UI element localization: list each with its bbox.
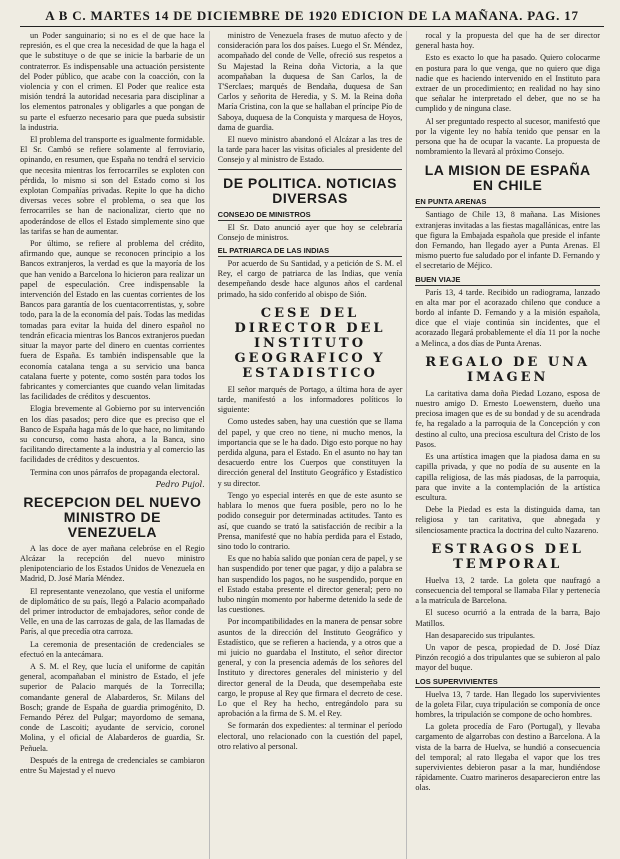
columns: [20, 31, 604, 859]
paragraph: El señor marqués de Portago, a última hora de ayer tarde, manifestó a los informadores políticos lo siguiente:: [217, 384, 403, 415]
headline-regalo: REGALO DE UNA IMAGEN: [425, 354, 591, 385]
paragraph: Por último, se refiere al problema del crédito, afirmando que, aunque se reconocen principio a los Bancos extranjeros, la verdad es que la mayoría de los que han venido a Barcelona lo hicieron para realizar un papel de especulación. Cree indispensable la intervención del Estado en las cuentas corrientes de los Bancos para garantía de los cuentacorrentistas, y, sobre todo, para la de la economía del país. Todas las medidas tomadas para evitar la huida del dinero español no tendrán eficacia mientras los Bancos extranjeros puedan situar la mayor parte del dinero en cuentas corrientes fuera de España. Es también indispensable que la economía catalana tenga a su servicio una banca catalana fuerte y potente, como sostén para todos los fabricantes y comerciantes que cuando velan limitadas las facilidades de créditos y descuentos.: [20, 239, 205, 402]
paragraph: Santiago de Chile 13, 8 mañana. Las Misiones extranjeras invitadas a las fiestas magallánicas, entre las que figura la Embajada española que preside el infante don Fernando, han llegado ayer a Punta Arenas. El mismo puerto fue saludado por el infante D. Fernando y el secretario de Méjico.: [415, 210, 601, 271]
paragraph: Tengo yo especial interés en que de este asunto se hablara lo menos que fuera posible, pero no lo he podido conseguir por determinadas actitudes. Tanto es así, que cuando se trató la satisfacción de recibir a la Prensa, manifesté que no había perdida para el Estado, sino todo lo contrario.: [217, 490, 403, 551]
headline-mision: LA MISION DE ESPAÑA EN CHILE: [424, 162, 591, 194]
paragraph: La ceremonia de presentación de credenciales se efectuó en la antecámara.: [20, 639, 205, 659]
headline-politica: DE POLITICA. NOTICIAS DIVERSAS: [223, 174, 397, 206]
paragraph: La goleta procedía de Faro (Portugal), y llevaba cargamento de algarrobas con destino a Barcelona. A la vista de la barra de Huelva, se hundió a consecuencia del temporal; al rato llegaba el vapor que los tres supervivientes debieron pasar a la mar, hundiéndose rápidamente. Cuatro marineros desaparecieron entre las olas.: [415, 722, 601, 793]
page-header: A B C. MARTES 14 DE DICIEMBRE DE 1920 EDICION DE LA MAÑANA. PAG. 17: [20, 8, 604, 27]
column-3: [415, 31, 604, 859]
paragraph: Como ustedes saben, hay una cuestión que se llama del papel, y que creo no tiene, ni mucho menos, la importancia que se le ha dado. Digo esto porque no hay perdida alguna, para el Estado. En el asunto no hay tan desacuerdo entre los Cuerpos que constituyen la dirección general del Instituto Geográfico y Estadístico y su director.: [217, 417, 403, 488]
paragraph: Al ser preguntado respecto al sucesor, manifestó que por la vigente ley no había tenido que pensar en la persona que ha de ocupar la vacante. La propuesta de nombramiento la llevará al próximo Consejo.: [415, 116, 601, 157]
paragraph: Por incompatibilidades en la manera de pensar sobre asuntos de la dirección del Instituto Geográfico y Estadístico, que se refieren a hacienda, y a otros que a mi juicio no guardaba el Instituto, el señor director general, y con la presencia además de los señores del Instituto y directores generales del ministerio y del director general de la Deuda, que desempeñaba este cargo, le propuse al Rey que firmara el decreto de cese. Lo que el Rey ha hecho, entregándolo para su aprobación a la firma de S. M. el Rey.: [217, 617, 403, 719]
paragraph: A las doce de ayer mañana celebróse en el Regio Alcázar la recepción del nuevo ministro plenipotenciario de los Estados Unidos de Venezuela en Madrid, D. José María Méndez.: [20, 543, 205, 584]
paragraph: rocal y la propuesta del que ha de ser director general hasta hoy.: [415, 31, 601, 51]
paragraph: Se formarán dos expedientes: al terminar el período electoral, uno relacionado con la cuestión del papel, otro relativo al personal.: [217, 721, 403, 751]
paragraph: El nuevo ministro abandonó el Alcázar a las tres de la tarde para hacer las visitas oficiales al presidente del Consejo y al ministro de Estado.: [217, 135, 403, 165]
divider: [218, 169, 403, 170]
paragraph: El Sr. Dato anunció ayer que hoy se celebraría Consejo de ministros.: [217, 222, 403, 242]
paragraph: París 13, 4 tarde. Recibido un radiograma, lanzado en alta mar por el acorazado chileno que conduce a bordo al infante D. Fernando y a la misión española, dice que el viaje continúa sin incidentes, que el acorazado llegará probablemente el día 11 por la noche a Melinca, a dos días de Punta Arenas.: [415, 287, 601, 348]
subhead-punta-arenas: EN PUNTA ARENAS: [415, 197, 600, 208]
paragraph: Huelva 13, 2 tarde. La goleta que naufragó a consecuencia del temporal se llamaba Filar y pertenecía a la matrícula de Barcelona.: [415, 575, 601, 606]
paragraph: Un vapor de pesca, propiedad de D. José Díaz Pinzón recogió a dos tripulantes que se subieron al palo mayor del buque.: [415, 642, 601, 673]
paragraph: Debe la Piedad es esta la distinguida dama, tan religiosa y tan caritativa, que abnegada y silenciosamente practica la doctrina del culto Nazareno.: [415, 505, 601, 535]
headline-recepcion: RECEPCION DEL NUEVO MINISTRO DE VENEZUELA: [23, 493, 202, 540]
paragraph: El representante venezolano, que vestía el uniforme de diplomático de su país, llegó a Palacio acompañado del primer introductor de embajadores, señor conde de Velle, en una de las carrozas de gala, de las llamadas de París, al que precedía otra carroza.: [20, 586, 205, 637]
paragraph: Es que no había salido que ponían cera de papel, y se han suspendido por tener que pagar, y dijo a palabra se han suspendido los pagos, no he suspendido, porque en el Estado estaba presente el director general; pero no hubo ningún momento por haberme detenido la sede de las cuestiones.: [217, 554, 403, 615]
subhead-supervivientes: LOS SUPERVIVIENTES: [415, 677, 600, 688]
paragraph: La caritativa dama doña Piedad Lozano, esposa de nuestro amigo D. Ernesto Loewenstern, dueño una preciosa imagen que es de su bondad y de su acendrada fe, ha regalado a la parroquia de la Concepción y con destino al culto, una preciosa escultura del Cristo de los Pasos.: [415, 388, 601, 449]
paragraph: Termina con unos párrafos de propaganda electoral.: [30, 467, 200, 477]
paragraph: Esto es exacto lo que ha pasado. Quiero colocarme en postura para lo que venga, que no quiero que diga nadie que es haciendo intervenido en el Instituto para extraer de un procedimiento; en realidad no hay sino que señalar he interpretado el deber, que no se ha cumplido y de ninguna clase.: [415, 53, 601, 114]
paragraph: Por acuerdo de Su Santidad, y a petición de S. M. el Rey, el cargo de patriarca de las Indias, que venía desempeñando desde hace algunos años el cardenal primado, ha sido conferido al obispo de Sión.: [217, 259, 403, 299]
headline-estragos: ESTRAGOS DEL TEMPORAL: [431, 541, 584, 572]
column-2: [218, 31, 408, 859]
paragraph: Huelva 13, 7 tarde. Han llegado los supervivientes de la goleta Filar, cuya tripulación se componía de once hombres, la tripulación se compone de ocho hombres.: [415, 689, 601, 719]
paragraph: Es una artística imagen que la piadosa dama en su capilla privada, y que no podía de su ausente en la capilla religiosa, de las más piadosas, de la parroquia, para que invite a la contemplación de la artística escultura.: [415, 452, 601, 502]
paragraph: Después de la entrega de credenciales se cambiaron entre Su Majestad y el nuevo: [20, 755, 205, 775]
paragraph: ministro de Venezuela frases de mutuo afecto y de consideración para los dos países. Luego el Sr. Méndez, acompañado del conde de Velle, ofreció sus respetos a Su Majestad la Reina doña Victoria, a la que acompañaban la duquesa de San Carlos, la de T'Serclaes; marqués de Bendaña, duquesa de San Carlos y señorita de Heredia, y S. M. la Reina doña María Cristina, con la que se hallaban el príncipe Pío de Saboya, duquesa de la Conquista y marquesa de Hoyos, dama de guardia.: [217, 31, 403, 132]
subhead-patriarca: EL PATRIARCA DE LAS INDIAS: [218, 246, 403, 257]
paragraph: A S. M. el Rey, que lucía el uniforme de capitán general, acompañaban el ministro de Estado, el jefe superior de Palacio marqués de la Torrecilla; comandante general de Alabarderos, Sr. Milans del Bosch; grande de España de guardia primogénito, D. Fernando Pérez del Pulgar; mayordomo de semana, conde de Lascoiti; ayudante de servicio, coronel Molina, y el oficial de Alabarderos de guardia, Sr. Peñuela.: [20, 661, 205, 753]
subhead-buen-viaje: BUEN VIAJE: [415, 275, 600, 286]
paragraph: Elogia brevemente al Gobierno por su intervención en los días pasados; pero dice que es preciso que el Banco de España haga más de lo que hace, no limitando su concurso, como hasta ahora, a la Banca, sino facilitando directamente a la industria y al comercio las facilidades de créditos y descuentos.: [20, 404, 205, 465]
paragraph: El suceso ocurrió a la entrada de la barra, Bajo Matillos.: [415, 608, 601, 628]
paragraph: Han desaparecido sus tripulantes.: [425, 630, 535, 640]
subhead-consejo: CONSEJO DE MINISTROS: [218, 210, 403, 221]
headline-cese: CESE DEL DIRECTOR DEL INSTITUTO GEOGRAFICO Y ESTADISTICO: [234, 305, 386, 381]
column-1: [20, 31, 210, 859]
paragraph: un Poder sanguinario; si no es el de que hace la represión, es el que crea la necesidad de que la haga el que le substituye o de que se inicie la barbarie de un contraterror. Es indispensable una actuación persistente del Poder público, que acabe con la coacción, con la violencia y con el crimen. El Poder que realice esta misión tendrá la autoridad necesaria para disciplinar a los elementos patronales y obligarles a que pongan de su parte el esfuerzo necesario para que pueda subsistir la industria.: [20, 31, 205, 132]
paragraph: El problema del transporte es igualmente formidable. El Sr. Cambó se refiere solamente al ferroviario, opinando, en resumen, que España no tendrá el servicio que necesita mientras los ferrocarriles se exploten con pérdida, lo mismo si son del Estado como si los explotan Compañías privadas. Repite lo que ha dicho diversas veces sobre el problema, o sea que los ferrocarriles se han de nacionalizar, cierto que no apoderándose de ellos el Estado simplemente sino que las tarifas se han de aumentar.: [20, 135, 205, 236]
signature: Pedro Pujol.: [155, 479, 205, 489]
